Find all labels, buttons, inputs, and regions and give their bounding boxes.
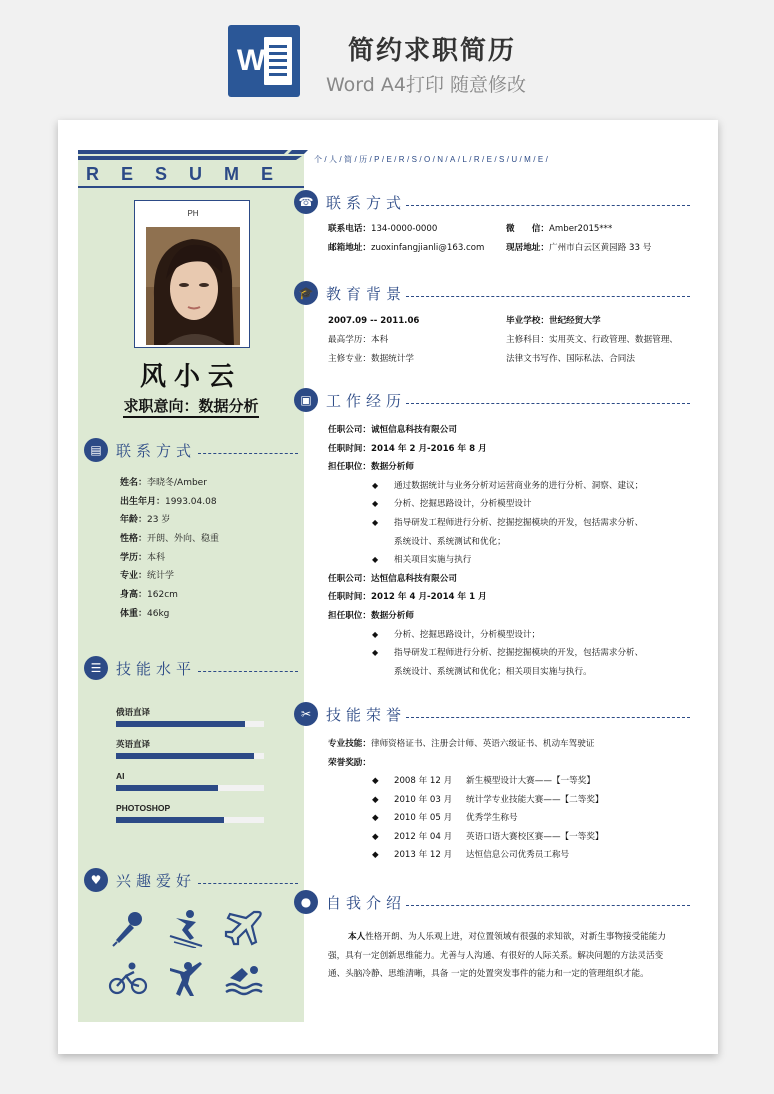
job-company: 任职公司：达恒信息科技有限公司: [328, 573, 457, 584]
job-time-value: 2014 年 2 月-2016 年 8 月: [370, 443, 487, 454]
personal-info-label: 体重：: [120, 608, 148, 619]
address-row: 现居地址：广州市白云区黄园路 33 号: [506, 243, 652, 253]
banner: [0, 0, 774, 118]
resume-heading: RESUME: [86, 164, 296, 184]
word-icon-page: [264, 37, 292, 85]
cycling-icon: [108, 958, 148, 998]
bullet-diamond-icon: ◆: [372, 648, 379, 658]
degree-row: 最高学历：本科: [328, 335, 389, 345]
bullet-diamond-icon: ◆: [372, 499, 379, 509]
education-section-title: 教育背景: [326, 285, 407, 303]
sidebar-skills-heading: [84, 656, 300, 682]
profile-photo: [146, 227, 240, 345]
bullet-diamond-icon: ◆: [372, 776, 379, 786]
contact-section-heading: [294, 190, 694, 216]
checklist-icon: ☰: [84, 656, 108, 680]
job-position-value: 数据分析师: [370, 462, 414, 473]
personal-info-value: 46kg: [147, 608, 170, 619]
airplane-icon: [224, 908, 264, 948]
about-section-heading: [294, 890, 694, 916]
person-icon: ●: [294, 890, 318, 914]
school-row: 毕业学校：世纪经贸大学: [506, 316, 601, 326]
word-icon: [228, 25, 300, 97]
bullet-diamond-icon: ◆: [372, 831, 379, 842]
award-date: 2010 年 05 月: [394, 813, 453, 824]
award-text: 英语口语大赛校区赛——【一等奖】: [466, 831, 604, 842]
courses-value-2: 法律文书写作、国际私法、合同法: [506, 354, 635, 364]
skill-item: [116, 770, 266, 802]
job-company-value: 诚恒信息科技有限公司: [370, 425, 457, 435]
award-date: 2013 年 12 月: [394, 850, 453, 861]
skill-item: [116, 802, 266, 834]
personal-info-label: 身高：: [120, 590, 148, 601]
banner-title: 简约求职简历: [348, 36, 517, 66]
personal-info-row: [120, 493, 300, 512]
personal-info-row: [120, 549, 300, 568]
education-section-heading: [294, 281, 694, 307]
skill-track: [116, 753, 264, 759]
job-intent: [78, 395, 304, 416]
personal-info-value: 李晓冬/Amber: [147, 478, 207, 488]
skill-item: [116, 706, 266, 738]
personal-info-row: [120, 474, 300, 493]
bullet-diamond-icon: ◆: [372, 518, 379, 527]
personal-info-label: 年龄：: [120, 515, 148, 526]
professional-skills-row: 专业技能：律师资格证书、注册会计师、英语六级证书、机动车驾驶证: [328, 739, 595, 749]
job-time: 任职时间：2014 年 2 月-2016 年 8 月: [328, 443, 487, 454]
skill-bars: [116, 706, 266, 834]
award-date: 2008 年 12 月: [394, 776, 453, 786]
skill-track: [116, 785, 264, 791]
resume-underline: [78, 186, 304, 188]
word-icon-letter: W: [236, 44, 266, 77]
bullet-diamond-icon: ◆: [372, 629, 379, 639]
personal-info-row: [120, 605, 300, 624]
job-position: 担任职位：数据分析师: [328, 611, 414, 621]
bullet-diamond-icon: ◆: [372, 480, 379, 490]
sidebar-hobbies-heading: [84, 868, 300, 894]
personal-info-value: 23 岁: [147, 515, 171, 526]
wechat-row: 微 信：Amber2015***: [506, 224, 613, 234]
resume-page: RESUME PH 风小云 求职意向：数据分析 ▤ 联系方式 姓名：李晓冬/Amber 出生年月：1993.04.08 年龄：23 岁 性格：开朗、外向、稳重 学历：本科 专业：统计学 身高：162cm 体重：46kg ☰ 技能水平 俄语直译 英语直译 AI PHOTOSHOP ♥ 兴趣爱好 个/人/简/历/P/E/R/S/O/N/A/L/R/E/S/U/M/E/ ☎ 联系方式 联系电话：134-0000-0000 微 信：Amber2015*** 邮箱地址：zuoxinfangjianli@163.com 现居地址：广州市白云区黄园路 33 号 🎓 教育背景 2007.09 -- 2011.06 毕业学校：世纪经贸大学 最高学历：本科 主修科目：实用英文、行政管理、数据管理、 主修专业：数据统计学 法律文书写作、国际私法、合同法 ▣ 工作经历 任职公司：诚恒信息科技有限公司 任职时间：2014 年 2 月-2016 年 8 月 担任职位：数据分析师 ◆ 通过数据统计与业务分析对运营商业务的进行分析、洞察、建议； ◆ 分析、挖掘思路设计，分析模型设计 ◆ 指导研发工程师进行分析、挖掘挖掘模块的开发，包括需求分析、 系统设计、系统测试和优化； ◆ 相关项目实施与执行 任职公司：达恒信息科技有限公司 任职时间：2012 年 4 月-2014 年 1 月 担任职位：数据分析师 ◆ 分析、挖掘思路设计，分析模型设计； ◆ 指导研发工程师进行分析、挖掘挖掘模块的开发，包括需求分析、 系统设计、系统测试和优化；相关项目实施与执行。 ✂ 技能荣誉 专业技能：律师资格证书、注册会计师、英语六级证书、机动车驾驶证 荣誉奖励： ◆ 2008 年 12 月 新生模型设计大赛——【一等奖】 ◆ 2010 年 03 月 统计学专业技能大赛——【二等奖】 ◆ 2010 年 05 月 优秀学生称号 ◆ 2012 年 04 月 英语口语大赛校区赛——【一等奖】 ◆ 2013 年 12 月 达恒信息公司优秀员工称号 ● 自我介绍 本人性格开朗、为人乐观上进，对位置领域有很强的求知欲，对新生事物接受能能力强，具有一定创新思维能力。尤善与人沟通、有很好的人际关系。解决问题的方法灵活变通、头脑冷静、思维清晰，具备 一定的处置突发事件的能力和一定的管理组织才能。: [58, 120, 718, 1054]
bullet-diamond-icon: ◆: [372, 813, 379, 824]
email-value: zuoxinfangjianli@163.com: [370, 243, 485, 253]
skill-level-fill: [116, 721, 245, 727]
personal-info-label: 性格：: [120, 534, 148, 545]
personal-info-row: [120, 511, 300, 530]
courses-row-2: [506, 350, 635, 369]
job-intent-text: 求职意向：数据分析: [123, 397, 258, 418]
skill-level-fill: [116, 785, 218, 791]
swim-icon: [224, 958, 264, 998]
bullet-diamond-icon: ◆: [372, 555, 379, 565]
courses-row: 主修科目：实用英文、行政管理、数据管理、: [506, 335, 678, 345]
personal-info-label: 出生年月：: [120, 496, 166, 507]
sidebar-contact-title: 联系方式: [116, 442, 197, 460]
sing-icon: [108, 908, 148, 948]
photo-frame: [134, 200, 250, 348]
award-date: 2010 年 03 月: [394, 794, 453, 805]
job-company: 任职公司：诚恒信息科技有限公司: [328, 425, 457, 435]
personal-info-label: 姓名：: [120, 478, 148, 488]
major-value: 数据统计学: [370, 354, 414, 364]
personal-info-row: [120, 530, 300, 549]
phone-value: 134-0000-0000: [370, 224, 438, 234]
school-value: 世纪经贸大学: [548, 316, 601, 326]
self-introduction: [328, 928, 674, 984]
major-row: 主修专业：数据统计学: [328, 354, 414, 364]
phone-row: 联系电话：134-0000-0000: [328, 224, 438, 234]
phone-icon: ☎: [294, 190, 318, 214]
award-date: 2012 年 04 月: [394, 831, 453, 842]
address-value: 广州市白云区黄园路 33 号: [548, 243, 652, 253]
sidebar-hobbies-title: 兴趣爱好: [116, 872, 197, 890]
personal-info-row: [120, 567, 300, 586]
banner-subtitle: Word A4打印 随意修改: [326, 74, 527, 96]
self-intro-text: 性格开朗、为人乐观上进，对位置领域有很强的求知欲，对新生事物接受能能力强，具有一定创新思维能力。尤善与人沟通、有很好的人际关系。解决问题的方法灵活变通、头脑冷静、思维清晰，具备 一定的处置突发事件的能力和一定的管理组织才能。: [328, 932, 666, 980]
personal-info-value: 本科: [147, 552, 166, 563]
briefcase-icon: ▣: [294, 388, 318, 412]
photo-placeholder-label: PH: [187, 209, 199, 218]
honors-section-title: 技能荣誉: [326, 706, 407, 724]
heart-hand-icon: ♥: [84, 868, 108, 892]
about-section-title: 自我介绍: [326, 894, 407, 912]
education-period: 2007.09 -- 2011.06: [328, 316, 420, 326]
personal-info-value: 统计学: [147, 571, 175, 582]
personal-info-value: 开朗、外向、稳重: [147, 534, 220, 545]
resume-header-bar: [78, 150, 308, 160]
honors-section-heading: [294, 702, 694, 728]
courses-value-1: 实用英文、行政管理、数据管理、: [548, 335, 678, 345]
degree-value: 本科: [370, 335, 389, 345]
personal-info-row: [120, 586, 300, 605]
award-text: 统计学专业技能大赛——【二等奖】: [466, 794, 604, 805]
award-text: 优秀学生称号: [466, 813, 518, 824]
job-company-value: 达恒信息科技有限公司: [370, 573, 457, 584]
bullet-diamond-icon: ◆: [372, 850, 379, 861]
award-text: 达恒信息公司优秀员工称号: [466, 850, 570, 861]
awards-label: 荣誉奖励：: [328, 758, 371, 768]
personal-info-label: 专业：: [120, 571, 148, 582]
self-intro-lead: 本人: [348, 932, 366, 942]
skill-item: [116, 738, 266, 770]
wechat-value: Amber2015***: [548, 224, 613, 234]
dance-icon: [166, 958, 206, 998]
personal-info-list: [120, 474, 300, 624]
skill-name: AI: [116, 771, 125, 781]
skill-level-fill: [116, 817, 224, 823]
sidebar-contact-heading: [84, 438, 300, 464]
skill-level-fill: [116, 753, 254, 759]
contact-section-title: 联系方式: [326, 194, 407, 212]
graduation-cap-icon: 🎓: [294, 281, 318, 305]
ski-icon: [166, 908, 206, 948]
personal-info-value: 162cm: [147, 590, 178, 601]
sidebar-skills-title: 技能水平: [116, 660, 197, 678]
skill-name: 英语直译: [116, 739, 151, 749]
skill-track: [116, 817, 264, 823]
tools-icon: ✂: [294, 702, 318, 726]
work-section-title: 工作经历: [326, 392, 407, 410]
job-time-value: 2012 年 4 月-2014 年 1 月: [370, 592, 487, 603]
job-time: 任职时间：2012 年 4 月-2014 年 1 月: [328, 592, 487, 603]
work-section-heading: [294, 388, 694, 414]
email-row: 邮箱地址：zuoxinfangjianli@163.com: [328, 243, 485, 253]
job-position-value: 数据分析师: [370, 611, 414, 621]
personal-resume-tagline: 个/人/简/历/P/E/R/S/O/N/A/L/R/E/S/U/M/E/: [314, 155, 551, 164]
award-text: 新生模型设计大赛——【一等奖】: [466, 776, 595, 786]
candidate-name: 风小云: [139, 362, 242, 392]
id-card-icon: ▤: [84, 438, 108, 462]
skill-name: 俄语直译: [116, 707, 151, 717]
bullet-diamond-icon: ◆: [372, 794, 379, 805]
professional-skills-value: 律师资格证书、注册会计师、英语六级证书、机动车驾驶证: [370, 739, 595, 749]
skill-name: PHOTOSHOP: [116, 803, 171, 813]
personal-info-label: 学历：: [120, 552, 148, 563]
skill-track: [116, 721, 264, 727]
job-position: 担任职位：数据分析师: [328, 462, 414, 473]
personal-info-value: 1993.04.08: [165, 496, 217, 507]
